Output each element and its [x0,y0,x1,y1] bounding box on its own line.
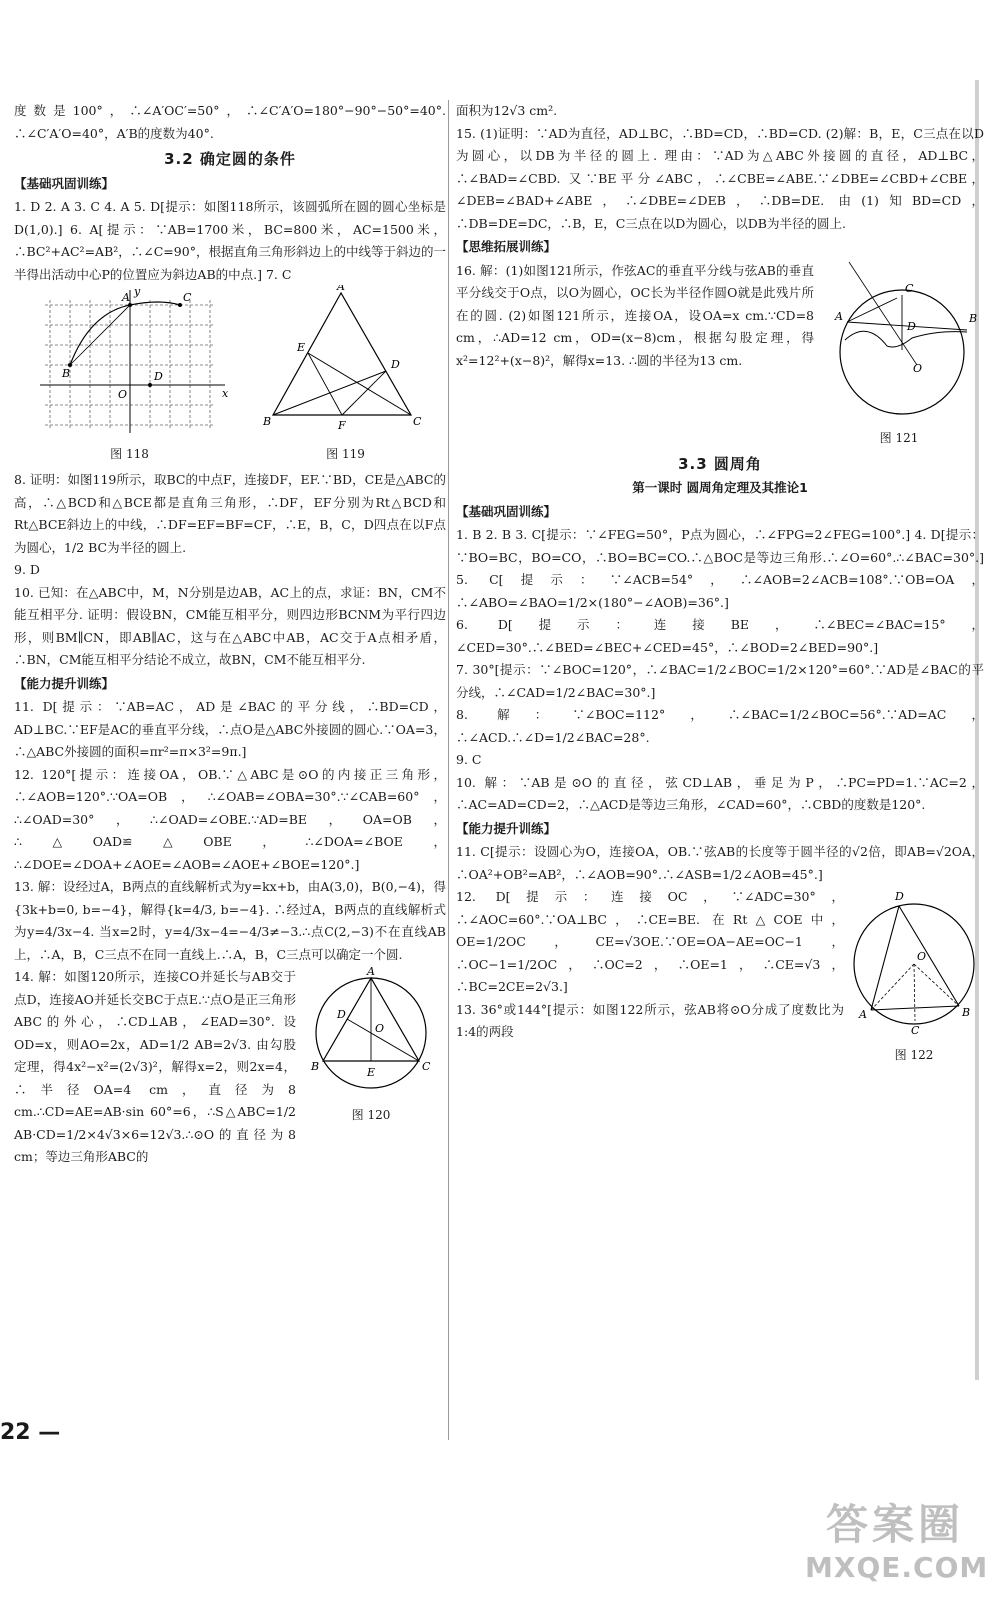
svg-text:D: D [337,1008,346,1021]
answer-16-block [456,260,984,450]
subsection-title: 第一课时 圆周角定理及其推论1 [632,480,808,495]
figure-120 [296,966,446,1169]
answer-b8: 8. 解：∵∠BOC=112°，∴∠BAC=1/2∠BOC=56°.∵AD=AC，∴∠ACD.∴∠D=1/2∠BAC=28°. [456,707,984,745]
answer-continued: 度数是100°，∴∠A′OC′=50°，∴∠C′A′O=180°−90°−50°=40°. ∴∠C′A′O=40°，A′B的度数为40°. [14,103,446,141]
figure-122-caption: 图 122 [894,1047,934,1062]
svg-text:O: O [917,950,927,963]
svg-text:A: A [336,285,345,293]
svg-text:A: A [367,966,375,978]
figures-118-119 [14,285,446,465]
figure-120-caption: 图 120 [351,1107,391,1122]
triangle-heights-diagram [261,285,431,435]
figure-119 [261,285,431,465]
answer-12: 12. 120°[提示：连接OA，OB.∵△ABC是⊙O的内接正三角形，∴∠AOB=120°.∵OA=OB，∴∠OAB=∠OBA=30°.∵∠CAB=60°，∴∠OAD=30°，∴∠OAD=∠OBE.∵AD=BE，OA=OB，∴△OAD≌△OBE，∴∠DOA=∠BOE，∴∠DOE=∠DOA+∠AOE=∠AOB=∠AOE+∠BOE=120°.] [14,766,446,872]
svg-text:B: B [311,1060,320,1073]
svg-text:B: B [262,415,271,428]
tag-thinking-training: 【思维拓展训练】 [456,239,557,254]
figure-121-caption: 图 121 [879,431,919,445]
tag-basic-training-2: 【基础巩固训练】 [456,503,557,519]
answer-a11: 11. C[提示：设圆心为O，连接OA，OB.∵弦AB的长度等于圆半径的√2倍，即AB=√2OA，∴OA²+OB²=AB²，∴∠AOB=90°.∴∠ASB=1/2∠AOB=45°.] [456,844,984,882]
figure-118 [30,285,230,465]
answer-9: 9. D [14,562,40,577]
svg-text:C: C [422,1060,431,1073]
answer-14-continued: 面积为12√3 cm². [456,103,558,118]
figure-121 [814,260,984,450]
tag-basic-training: 【基础巩固训练】 [14,175,115,191]
svg-text:B: B [968,311,977,325]
svg-text:O: O [117,388,127,401]
broken-circle-diagram [817,260,982,420]
answer-11: 11. D[提示：∵AB=AC，AD是∠BAC的平分线，∴BD=CD，AD⊥BC.∵EF是AC的垂直平分线，∴点O是△ABC外接圆的圆心.∵OA=3，∴△ABC外接圆的面积=πr²=π×3²=9π.] [14,699,446,759]
svg-text:C: C [182,291,191,304]
watermark [805,1500,989,1595]
answer-16: 16. 解：(1)如图121所示，作弦AC的垂直平分线与弦AB的垂直平分线交于O点，以O为圆心，OC长为半径作圆O就是此残片所在的圆. (2)如图121所示，连接OA，设OA=x cm.∵CD=8 cm，∴AD=12 cm，OD=(x−8)cm，根据勾股定理，得x²=12²+(x−8)²，解得x=13. ∴圆的半径为13 cm. [456,262,814,368]
svg-text:C: C [904,281,913,295]
svg-text:D: D [390,358,400,371]
answer-b6: 6. D[提示：连接BE，∴∠BEC=∠BAC=15°，∠CED=30°.∴∠BED=∠BEC+∠CED=45°，∴∠BOD=2∠BED=90°.] [456,617,984,655]
answer-14: 14. 解：如图120所示，连接CO并延长与AB交于点D，连接AO并延长交BC于点E.∵点O是正三角形ABC的外心，∴CD⊥AB，∠EAD=30°. 设OD=x，则AO=2x，AD=1/2 AB=2√3. 由勾股定理，得4x²−x²=(2√3)²，解得x=2，则2x=4，∴半径OA=4 cm，直径为8 cm.∴CD=AE=AB·sin 60°=6，∴S△ABC=1/2 AB·CD=1/2×4√3×6=12√3.∴⊙O的直径为8 cm；等边三角形ABC的 [14,969,296,1164]
svg-text:O: O [912,361,922,375]
svg-text:E: E [296,341,305,354]
left-column [14,100,446,1169]
tag-ability-training: 【能力提升训练】 [14,675,115,691]
svg-text:A: A [859,1008,867,1021]
svg-text:O: O [375,1022,385,1035]
svg-text:A: A [121,291,130,304]
inscribed-triangle-diagram [301,966,441,1096]
svg-text:D: D [895,890,904,903]
page-number: 22 — [0,1420,61,1445]
answer-b1-5: 1. B 2. B 3. C[提示：∵∠FEG=50°，P点为圆心，∴∠FPG=2∠FEG=100°.] 4. D[提示：∵BO=BC，BO=CO，∴BO=BC=CO.∴△BOC是等边三角形.∴∠O=60°.∴∠BAC=30°.] 5. C[提示：∵∠ACB=54°，∴∠AOB=2∠ACB=108°.∵OB=OA，∴∠ABO=∠BAO=1/2×(180°−∠AOB)=36°.] [456,527,984,610]
figure-118-caption: 图 118 [110,446,149,461]
svg-text:y: y [133,285,140,298]
answer-13: 13. 解：设经过A，B两点的直线解析式为y=kx+b，由A(3,0)，B(0,−4)，得{3k+b=0, b=−4}，解得{k=4/3, b=−4}. ∴经过A，B两点的直线解析式为y=4/3x−4. 当x=2时，y=4/3x−4=−4/3≠−3.∴点C(2,−3)不在直线AB上，∴A，B，C三点不在同一直线上.∴A，B，C三点可以确定一个圆. [14,879,446,962]
answer-1-7: 1. D 2. A 3. C 4. A 5. D[提示：如图118所示，该圆弧所在圆的圆心坐标是 D(1,0).] 6. A[提示：∵AB=1700米，BC=800米，AC=1500米，∴BC²+AC²=AB²，∴∠C=90°，根据直角三角形斜边上的中线等于斜边的一半得出活动中心P的位置应为斜边AB的中点.] 7. C [14,199,446,282]
figure-119-caption: 图 119 [326,446,365,461]
circle-chord-diagram [849,886,979,1036]
svg-text:A: A [834,309,843,323]
answer-14-block [14,966,446,1169]
svg-text:B: B [61,367,70,380]
grid-arc-diagram [30,285,230,435]
answer-b7: 7. 30°[提示：∵∠BOC=120°，∴∠BAC=1/2∠BOC=1/2×120°=60°.∵AD是∠BAC的平分线，∴∠CAD=1/2∠BAC=30°.] [456,662,984,700]
column-divider [448,100,449,1440]
svg-text:B: B [962,1006,971,1019]
svg-text:C: C [911,1024,920,1036]
watermark-url: MXQE.COM [805,1551,989,1584]
tag-ability-training-2: 【能力提升训练】 [456,820,557,836]
section-title-3-2: 3.2 确定圆的条件 [164,150,296,168]
watermark-logo-text: 答案圈 [825,1500,964,1549]
svg-text:D: D [153,370,163,383]
svg-text:C: C [412,415,421,428]
svg-text:x: x [221,387,228,400]
svg-text:D: D [906,319,916,333]
right-column [456,100,984,1066]
answer-8: 8. 证明：如图119所示，取BC的中点F，连接DF，EF.∵BD，CE是△ABC的高，∴△BCD和△BCE都是直角三角形，∴DF，EF分别为Rt△BCD和Rt△BCE斜边上的中线，∴DF=EF=BF=CF，∴E，B，C，D四点在以F点为圆心，1/2 BC为半径的圆上. [14,472,446,555]
answer-12-13-block [456,886,984,1066]
section-title-3-3: 3.3 圆周角 [678,454,762,473]
figure-122 [844,886,984,1066]
svg-text:F: F [337,419,346,432]
answer-b9: 9. C [456,752,482,767]
answer-a12: 12. D[提示：连接OC，∵∠ADC=30°，∴∠AOC=60°.∵OA⊥BC，∴CE=BE. 在Rt△COE中，OE=1/2OC，CE=√3OE.∵OE=OA−AE=OC−1，∴OC−1=1/2OC，∴OC=2，∴OE=1，∴CE=√3，∴BC=2CE=2√3.] [456,889,844,994]
answer-a13: 13. 36°或144°[提示：如图122所示，弦AB将⊙O分成了度数比为1:4的两段 [456,1001,844,1039]
answer-10: 10. 已知：在△ABC中，M，N分别是边AB，AC上的点，求证：BN，CM不能互相平分. 证明：假设BN，CM能互相平分，则四边形BCNM为平行四边形，则BM∥CN，即AB∥AC，这与在△ABC中AB，AC交于A点相矛盾，∴BN，CM能互相平分结论不成立，故BN，CM不能互相平分. [14,584,446,667]
answer-b10: 10. 解：∵AB是⊙O的直径，弦CD⊥AB，垂足为P，∴PC=PD=1.∵AC=2，∴AC=AD=CD=2，∴△ACD是等边三角形，∠CAD=60°，∴CBD的度数是120°. [456,774,984,812]
answer-15: 15. (1)证明：∵AD为直径，AD⊥BC，∴BD=CD，∴BD=CD. (2)解：B，E，C三点在以D为圆心，以DB为半径的圆上. 理由：∵AD为△ABC外接圆的直径，AD⊥BC，∴∠BAD=∠CBD. 又∵BE平分∠ABC，∴∠CBE=∠ABE.∵∠DBE=∠CBD+∠CBE，∠DEB=∠BAD+∠ABE，∴∠DBE=∠DEB，∴DB=DE. 由(1)知BD=CD，∴DB=DE=DC，∴B，E，C三点在以D为圆心，以DB为半径的圆上. [456,125,984,231]
svg-text:E: E [367,1066,376,1079]
